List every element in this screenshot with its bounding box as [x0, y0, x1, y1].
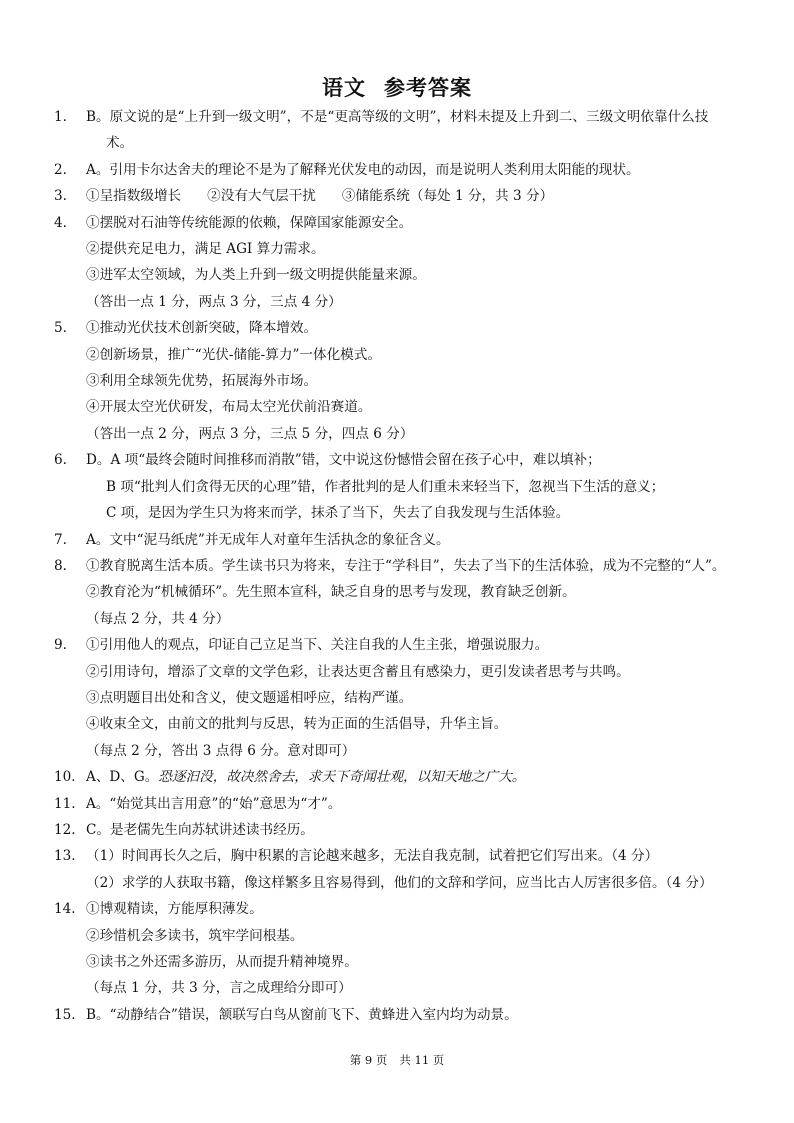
- title-subject: 语文: [322, 76, 366, 100]
- answer-line: （2）求学的人获取书籍，像这样繁多且容易得到，他们的文辞和学问，应当比古人厉害很多倍。（4 分）: [86, 874, 713, 891]
- page-number: 第 9 页: [349, 1053, 388, 1067]
- answer-item-11: 11. A。“始觉其出言用意”的“始”意思为“才”。: [54, 795, 342, 812]
- answer-item-1: 1. B。原文说的是“上升到一级文明”，不是“更高等级的文明”，材料未提及上升到二、三级文明依靠什么技: [54, 109, 709, 125]
- answer-line: ②创新场景，推广“光伏-储能-算力”一体化模式。: [86, 346, 381, 363]
- answer-item-13: 13. （1）时间再长久之后，胸中积累的言论越来越多，无法自我克制，试着把它们写出来。（4 分）: [54, 848, 659, 865]
- answer-line: ③点明题目出处和含义，使文题遥相呼应，结构严谨。: [86, 689, 413, 706]
- scoring-note: （每点 2 分，共 4 分）: [86, 610, 230, 627]
- answer-item-12: 12. C。是老儒先生向苏轼讲述读书经历。: [54, 821, 314, 838]
- title-heading: 参考答案: [384, 76, 472, 100]
- quoted-passage: 恐逐汩没，故决然舍去，求天下奇闻壮观，以知天地之广大。: [158, 769, 526, 786]
- answer-item-14: 14. ①博观精读，方能厚积薄发。: [54, 901, 263, 918]
- answer-item-6: 6. D。A 项“最终会随时间推移而消散”错，文中说这份憾惜会留在孩子心中，难以填补；: [54, 452, 601, 469]
- answer-line: ③进军太空领域，为人类上升到一级文明提供能量来源。: [86, 267, 426, 284]
- page-footer: [0, 1052, 794, 1068]
- scoring-note: （答出一点 2 分，两点 3 分，三点 5 分，四点 6 分）: [86, 425, 414, 442]
- answer-line: ②引用诗句，增添了文章的文学色彩，让表达更含蓄且有感染力，更引发读者思考与共鸣。: [86, 663, 630, 680]
- answer-item-15: 15. B。“动静结合”错误，颔联写白鸟从窗前飞下、黄蜂进入室内均为动景。: [54, 1006, 518, 1023]
- answer-item-10: 10. A、D、G。恐逐汩没，故决然舍去，求天下奇闻壮观，以知天地之广大。: [54, 769, 526, 786]
- page-total: 共 11 页: [399, 1053, 445, 1067]
- answer-item-3: 3. ①呈指数级增长 ②没有大气层干扰 ③储能系统（每处 1 分，共 3 分）: [54, 188, 554, 205]
- answer-item-2: 2. A。引用卡尔达舍夫的理论不是为了解释光伏发电的动因，而是说明人类利用太阳能的现状。: [54, 161, 640, 178]
- answer-line: B 项“批判人们贪得无厌的心理”错，作者批判的是人们重未来轻当下，忽视当下生活的意义；: [106, 478, 665, 495]
- answer-line: ②珍惜机会多读书，筑牢学问根基。: [86, 927, 304, 944]
- answer-line: ②教育沦为“机械循环”。先生照本宣科，缺乏自身的思考与发现，教育缺乏创新。: [86, 584, 576, 601]
- answer-line: ④收束全文，由前文的批判与反思，转为正面的生活倡导，升华主旨。: [86, 716, 508, 733]
- answer-1-continuation: 术。: [106, 135, 134, 152]
- answer-item-9: 9. ①引用他人的观点，印证自己立足当下、关注自我的人生主张，增强说服力。: [54, 637, 549, 654]
- answer-item-8: 8. ①教育脱离生活本质。学生读书只为将来，专注于“学科目”，失去了当下的生活体验，成为不完整的“人”。: [54, 557, 726, 574]
- answer-item-4: 4. ①摆脱对石油等传统能源的依赖，保障国家能源安全。: [54, 214, 413, 231]
- answer-item-7: 7. A。文中“泥马纸虎”并无成年人对童年生活执念的象征含义。: [54, 531, 450, 548]
- answer-line: ④开展太空光伏研发，布局太空光伏前沿赛道。: [86, 399, 372, 416]
- scoring-note: （答出一点 1 分，两点 3 分，三点 4 分）: [86, 293, 342, 310]
- answer-line: ③读书之外还需多游历，从而提升精神境界。: [86, 954, 358, 970]
- answer-list: [54, 104, 744, 1028]
- answer-item-5: 5. ①推动光伏技术创新突破，降本增效。: [54, 320, 318, 337]
- scoring-note: （每点 1 分，共 3 分，言之成理给分即可）: [86, 980, 352, 997]
- answer-line: ③利用全球领先优势，拓展海外市场。: [86, 373, 318, 390]
- answer-line: ②提供充足电力，满足 AGI 算力需求。: [86, 241, 325, 258]
- page-title: [0, 72, 794, 102]
- answer-line: C 项，是因为学生只为将来而学，抹杀了当下，失去了自我发现与生活体验。: [106, 505, 570, 522]
- scoring-note: （每点 2 分，答出 3 点得 6 分。意对即可）: [86, 742, 356, 759]
